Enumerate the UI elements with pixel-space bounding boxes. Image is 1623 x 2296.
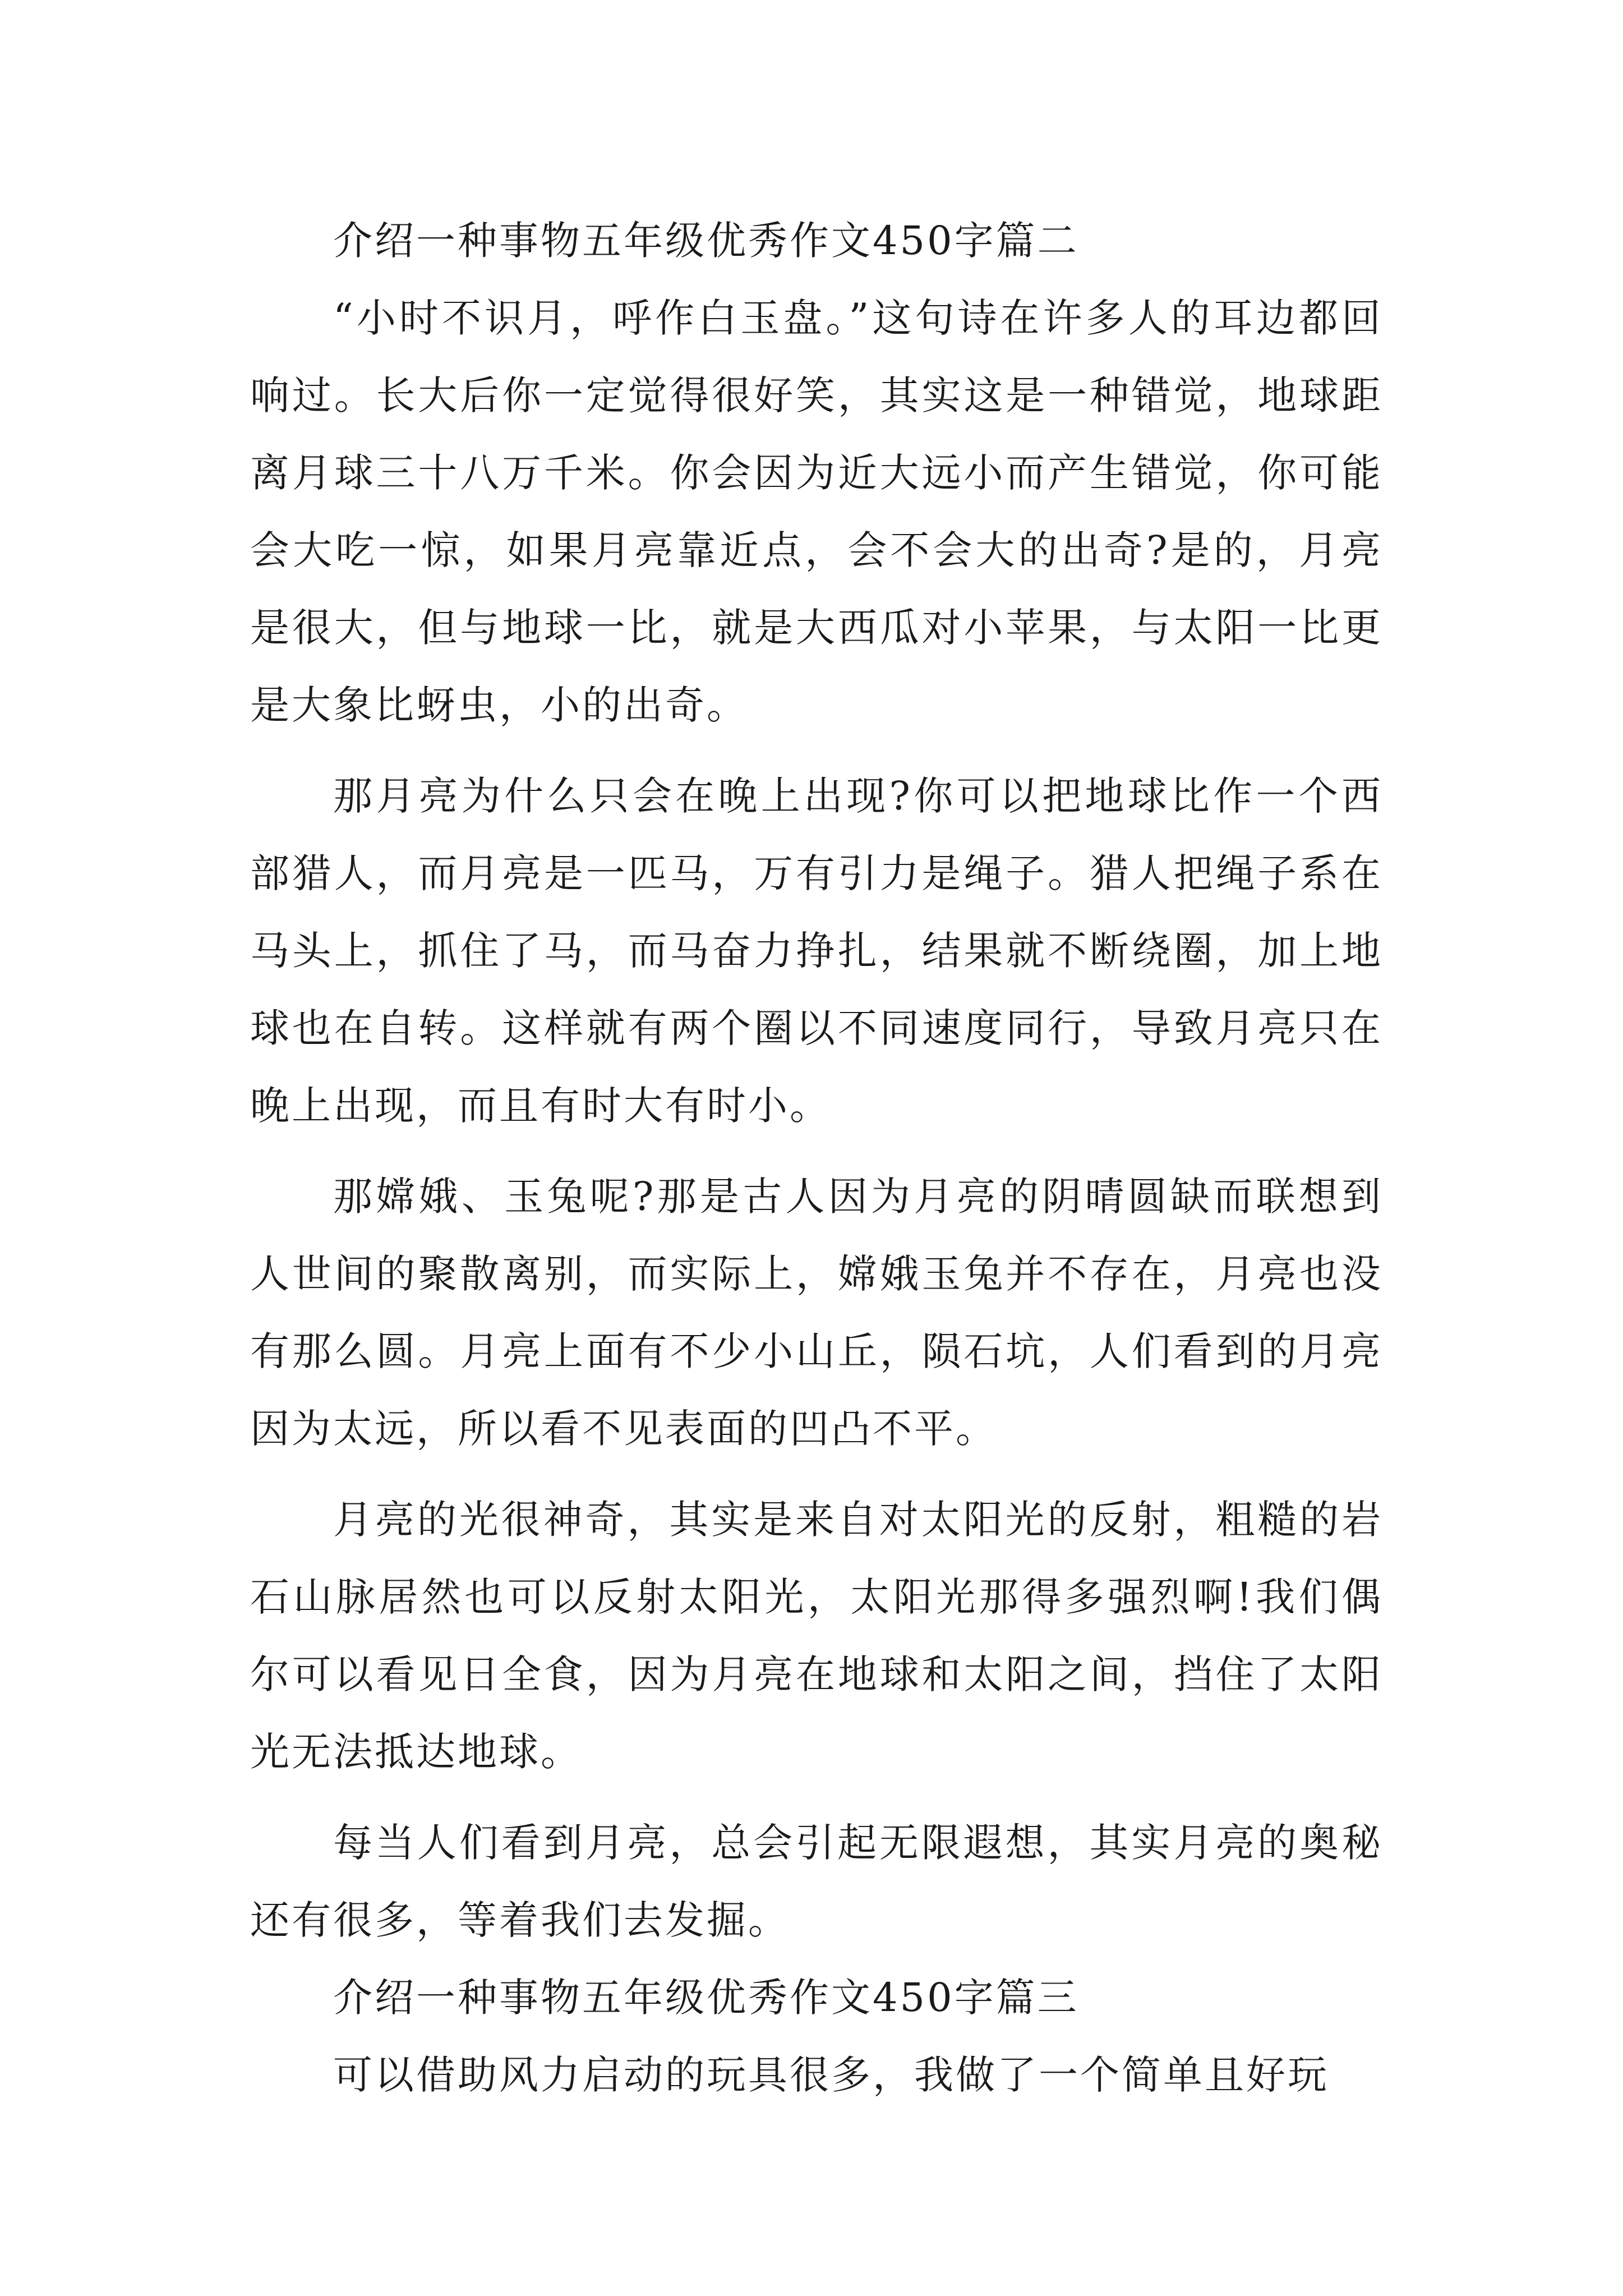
section-heading-2: 介绍一种事物五年级优秀作文450字篇二 (333, 218, 1079, 264)
document-body (250, 202, 1383, 2114)
paragraph-gap (250, 1467, 1383, 1481)
paragraph-gap (250, 1144, 1383, 1158)
paragraph-1: “小时不识月，呼作白玉盘。”这句诗在许多人的耳边都回响过。长大后你一定觉得很好笑，其实这是一种错觉，地球距离月球三十八万千米。你会因为近大远小而产生错觉，你可能会大吃一惊，如果月亮靠近点，会不会大的出奇?是的，月亮是很大，但与地球一比，就是大西瓜对小苹果，与太阳一比更是大象比蚜虫，小的出奇。 (250, 295, 1383, 728)
paragraph-3: 那嫦娥、玉兔呢?那是古人因为月亮的阴晴圆缺而联想到人世间的聚散离别，而实际上，嫦娥玉兔并不存在，月亮也没有那么圆。月亮上面有不少小山丘，陨石坑，人们看到的月亮因为太远，所以看不见表面的凹凸不平。 (250, 1174, 1383, 1452)
paragraph-2: 那月亮为什么只会在晚上出现?你可以把地球比作一个西部猎人，而月亮是一匹马，万有引力是绳子。猎人把绳子系在马头上，抓住了马，而马奋力挣扎，结果就不断绕圈，加上地球也在自转。这样就有两个圈以不同速度同行，导致月亮只在晚上出现，而且有时大有时小。 (250, 773, 1383, 1129)
paragraph-4: 月亮的光很神奇，其实是来自对太阳光的反射，粗糙的岩石山脉居然也可以反射太阳光，太阳光那得多强烈啊!我们偶尔可以看见日全食，因为月亮在地球和太阳之间，挡住了太阳光无法抵达地球。 (250, 1497, 1383, 1775)
section-heading-3: 介绍一种事物五年级优秀作文450字篇三 (333, 1975, 1079, 2021)
paragraph-6-start: 可以借助风力启动的玩具很多，我做了一个简单且好玩 (333, 2052, 1329, 2098)
paragraph-gap (250, 744, 1383, 757)
paragraph-5: 每当人们看到月亮，总会引起无限遐想，其实月亮的奥秘还有很多，等着我们去发掘。 (250, 1820, 1383, 1943)
paragraph-gap (250, 1791, 1383, 1804)
